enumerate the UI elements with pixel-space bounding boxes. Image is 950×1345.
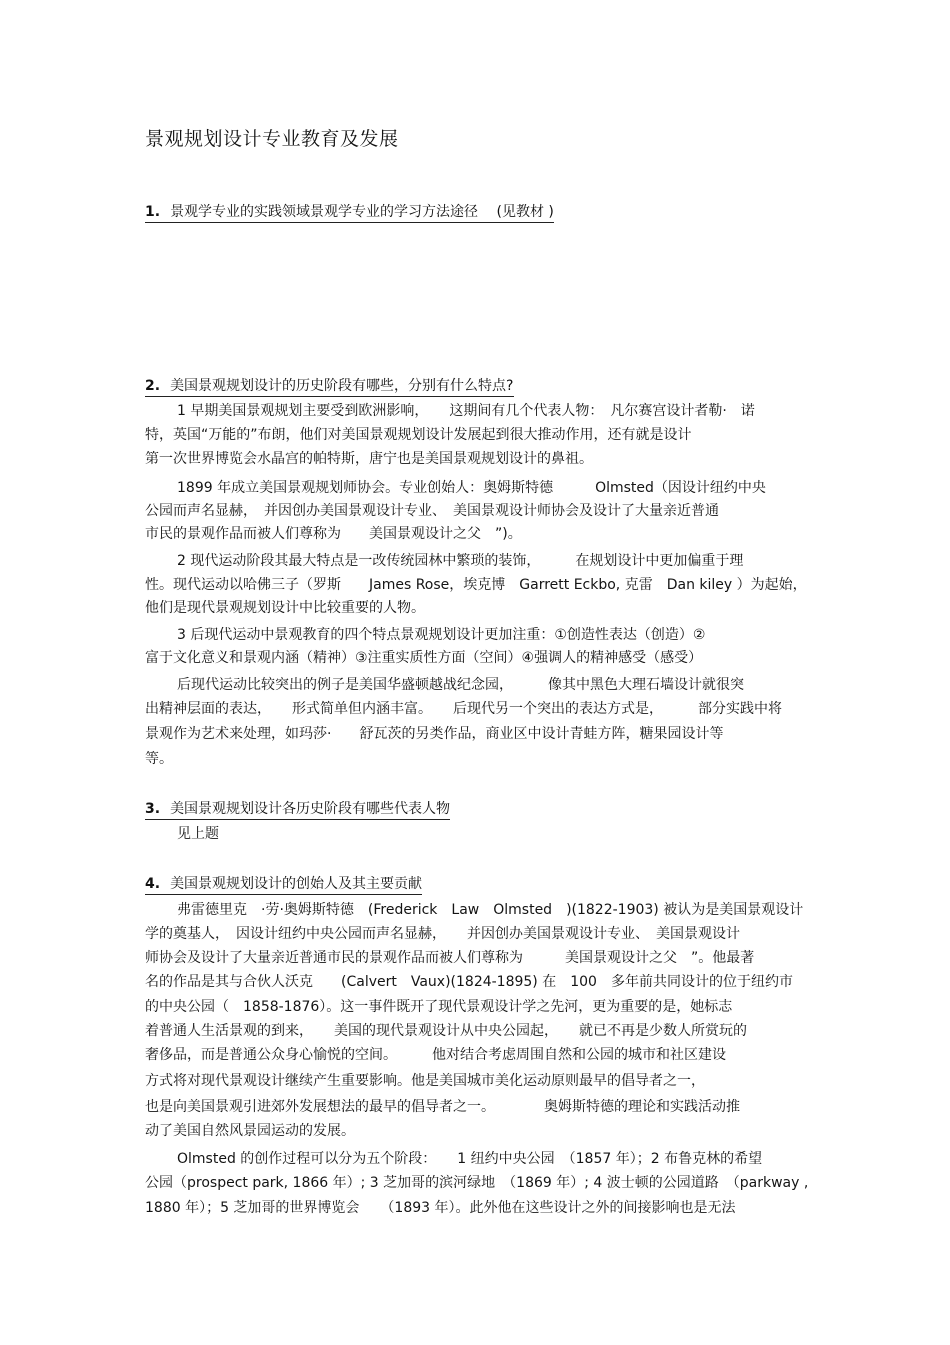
paragraph-line: 后现代运动比较突出的例子是美国华盛顿越战纪念园， 像其中黑色大理石墙设计就很突 [177,677,744,693]
paragraph-line: 1 早期美国景观规划主要受到欧洲影响， 这期间有几个代表人物： 凡尔赛宫设计者勒· 诺 [177,403,755,419]
paragraph-line: 着普通人生活景观的到来， 美国的现代景观设计从中央公园起， 就已不再是少数人所赏玩的 [145,1023,747,1039]
paragraph-line: 名的作品是其与合伙人沃克 (Calvert Vaux)(1824-1895) 在 100 多年前共同设计的位于纽约市 [145,974,793,990]
paragraph-line: 见上题 [177,826,219,842]
section-heading [145,875,422,895]
paragraph-line: 公园而声名显赫， 并因创办美国景观设计专业、 美国景观设计师协会及设计了大量亲近普通 [145,503,719,519]
paragraph-line: 他们是现代景观规划设计中比较重要的人物。 [145,600,425,616]
section-number: 4. [145,876,161,892]
section-heading-text: 美国景观规划设计的创始人及其主要贡献 [170,876,423,892]
paragraph-line: 富于文化意义和景观内涵（精神）③注重实质性方面（空间）④强调人的精神感受（感受） [145,650,703,666]
section-heading [145,203,554,223]
section-heading-text: 景观学专业的实践领域景观学专业的学习方法途径 (见教材 ) [170,204,554,220]
paragraph-line: 性。现代运动以哈佛三子（罗斯 James Rose，埃克博 Garrett Eckbo, 克雷 Dan kiley ）为起始， [145,577,807,593]
paragraph-line: 动了美国自然风景园运动的发展。 [145,1123,355,1139]
paragraph-line: 方式将对现代景观设计继续产生重要影响。他是美国城市美化运动原则最早的倡导者之一， [145,1073,705,1089]
section-number: 2. [145,378,161,394]
paragraph-line: 师协会及设计了大量亲近普通市民的景观作品而被人们尊称为 美国景观设计之父 ”。他最著 [145,950,755,966]
section-heading [145,800,450,820]
paragraph-line: 也是向美国景观引进郊外发展想法的最早的倡导者之一。 奥姆斯特德的理论和实践活动推 [145,1099,740,1115]
paragraph-line: 等。 [145,751,173,767]
paragraph-line: 公园（prospect park, 1866 年）; 3 芝加哥的滨河绿地 （1869 年）; 4 波士顿的公园道路 （parkway , [145,1175,809,1191]
paragraph-line: 景观作为艺术来处理，如玛莎· 舒瓦茨的另类作品，商业区中设计青蛙方阵，糖果园设计等 [145,726,724,742]
paragraph-line: 第一次世界博览会水晶宫的帕特斯，唐宁也是美国景观规划设计的鼻祖。 [145,451,593,467]
section-heading-text: 美国景观规划设计的历史阶段有哪些，分别有什么特点? [170,378,514,394]
paragraph-line: 奢侈品，而是普通公众身心愉悦的空间。 他对结合考虑周围自然和公园的城市和社区建设 [145,1047,726,1063]
paragraph-line: 弗雷德里克 ·劳·奥姆斯特德 (Frederick Law Olmsted )(1822-1903) 被认为是美国景观设计 [177,902,804,918]
section-heading [145,377,514,397]
section-number: 1. [145,204,161,220]
paragraph-line: 1899 年成立美国景观规划师协会。专业创始人：奥姆斯特德 Olmsted（因设计纽约中央 [177,480,766,496]
paragraph-line: 1880 年）；5 芝加哥的世界博览会 （1893 年）。此外他在这些设计之外的间接影响也是无法 [145,1200,736,1216]
paragraph-line: 特，英国“万能的”布朗，他们对美国景观规划设计发展起到很大推动作用，还有就是设计 [145,427,692,443]
section-number: 3. [145,801,161,817]
paragraph-line: 2 现代运动阶段其最大特点是一改传统园林中繁琐的装饰， 在规划设计中更加偏重于理 [177,553,744,569]
page-title: 景观规划设计专业教育及发展 [145,128,399,150]
paragraph-line: 3 后现代运动中景观教育的四个特点景观规划设计更加注重：①创造性表达（创造）② [177,627,706,643]
paragraph-line: 出精神层面的表达， 形式简单但内涵丰富。 后现代另一个突出的表达方式是， 部分实践中将 [145,701,782,717]
paragraph-line: Olmsted 的创作过程可以分为五个阶段： 1 纽约中央公园 （1857 年）；2 布鲁克林的希望 [177,1151,763,1167]
paragraph-line: 市民的景观作品而被人们尊称为 美国景观设计之父 ”)。 [145,526,522,542]
paragraph-line: 的中央公园（ 1858-1876）。这一事件既开了现代景观设计学之先河，更为重要的是，她标志 [145,999,733,1015]
paragraph-line: 学的奠基人， 因设计纽约中央公园而声名显赫， 并因创办美国景观设计专业、 美国景观设计 [145,926,740,942]
section-heading-text: 美国景观规划设计各历史阶段有哪些代表人物 [170,801,451,817]
